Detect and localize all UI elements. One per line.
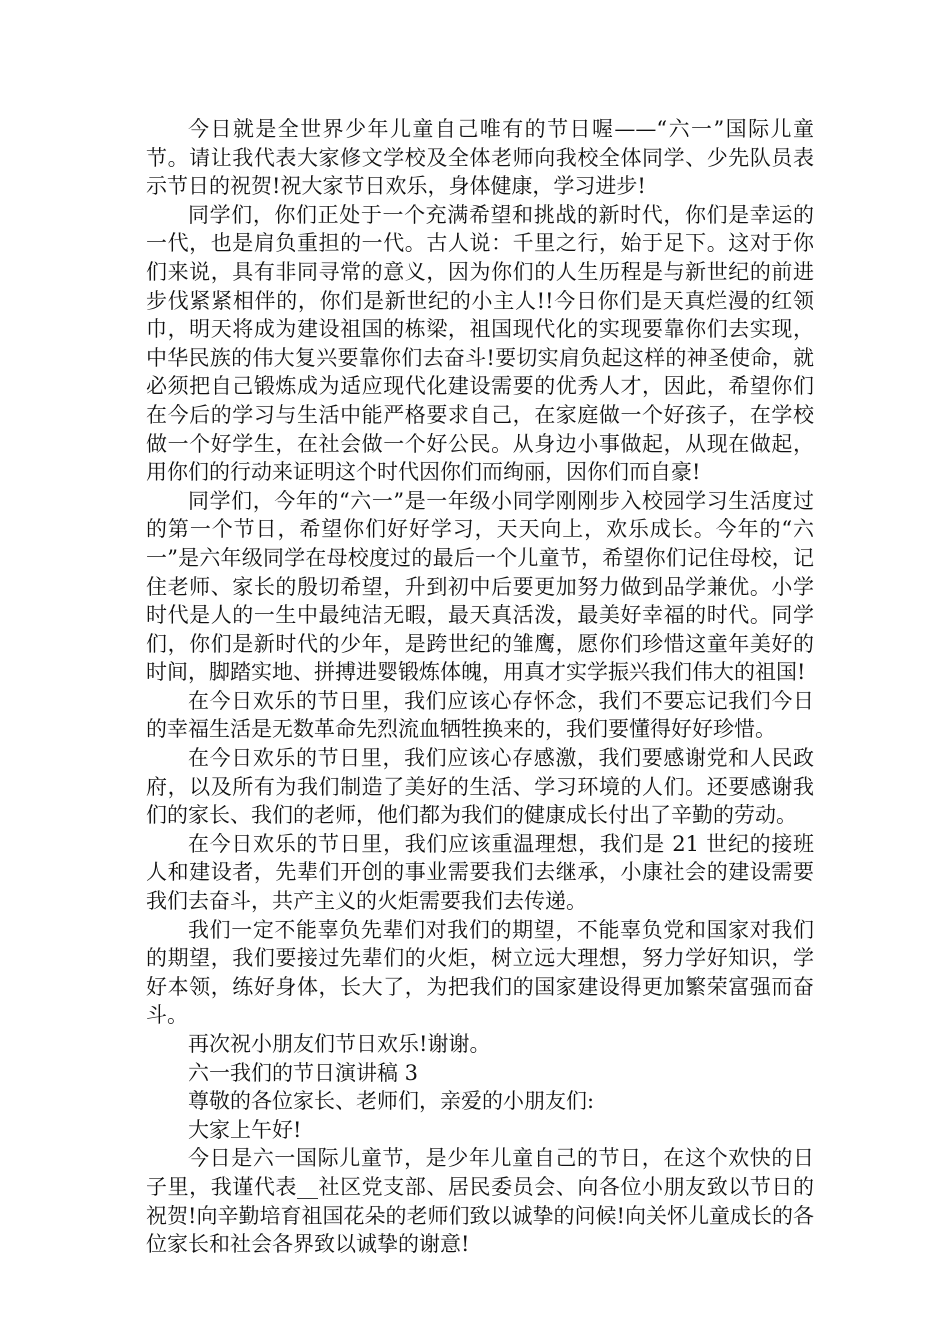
- section-title: 六一我们的节日演讲稿 3: [188, 1060, 419, 1085]
- paragraph-6: 在今日欢乐的节日里，我们应该重温理想，我们是 21 世纪的接班人和建设者，先辈们开创的事业需要我们去继承，小康社会的建设需要我们去奋斗，共产主义的火炬需要我们去传递。: [146, 831, 814, 914]
- salutation: 尊敬的各位家长、老师们，亲爱的小朋友们:: [188, 1089, 595, 1114]
- greeting: 大家上午好!: [188, 1117, 302, 1142]
- paragraph-1: 今日就是全世界少年儿童自己唯有的节日喔——“六一”国际儿童节。请让我代表大家修文学校及全体老师向我校全体同学、少先队员表示节日的祝贺!祝大家节日欢乐，身体健康，学习进步!: [146, 117, 814, 199]
- paragraph-7: 我们一定不能辜负先辈们对我们的期望，不能辜负党和国家对我们的期望，我们要接过先辈们的火炬，树立远大理想，努力学好知识，学好本领，练好身体，长大了，为把我们的国家建设得更加繁荣富强而奋斗。: [146, 917, 814, 1028]
- paragraph-5: 在今日欢乐的节日里，我们应该心存感激，我们要感谢党和人民政府，以及所有为我们制造了美好的生活、学习环境的人们。还要感谢我们的家长、我们的老师，他们都为我们的健康成长付出了辛勤的劳动。: [146, 746, 814, 828]
- paragraph-12: 今日是六一国际儿童节，是少年儿童自己的节日，在这个欢快的日子里，我谨代表__社区党支部、居民委员会、向各位小朋友致以节日的祝贺!向辛勤培育祖国花朵的老师们致以诚挚的问候!向关怀儿童成长的各位家长和社会各界致以诚挚的谢意!: [146, 1146, 814, 1257]
- paragraph-2: 同学们，你们正处于一个充满希望和挑战的新时代，你们是幸运的一代，也是肩负重担的一代。古人说：千里之行，始于足下。这对于你们来说，具有非同寻常的意义，因为你们的人生历程是与新世纪的前进步伐紧紧相伴的，你们是新世纪的小主人!!今日你们是天真烂漫的红领巾，明天将成为建设祖国的栋梁，祖国现代化的实现要靠你们去实现，中华民族的伟大复兴要靠你们去奋斗!要切实肩负起这样的神圣使命，就必须把自己锻炼成为适应现代化建设需要的优秀人才，因此，希望你们在今后的学习与生活中能严格要求自己，在家庭做一个好孩子，在学校做一个好学生，在社会做一个好公民。从身边小事做起，从现在做起，用你们的行动来证明这个时代因你们而绚丽，因你们而自豪!: [146, 202, 814, 485]
- paragraph-8: 再次祝小朋友们节日欢乐!谢谢。: [188, 1032, 491, 1056]
- paragraph-3: 同学们，今年的“六一”是一年级小同学刚刚步入校园学习生活度过的第一个节日，希望你们好好学习，天天向上，欢乐成长。今年的“六一”是六年级同学在母校度过的最后一个儿童节，希望你们记住母校，记住老师、家长的殷切希望，升到初中后要更加努力做到品学兼优。小学时代是人的一生中最纯洁无暇，最天真活泼，最美好幸福的时代。同学们，你们是新时代的少年，是跨世纪的雏鹰，愿你们珍惜这童年美好的时间，脚踏实地、拼搏进婴锻炼体魄，用真才实学振兴我们伟大的祖国!: [146, 488, 814, 685]
- document-body: [146, 115, 814, 1259]
- paragraph-4: 在今日欢乐的节日里，我们应该心存怀念，我们不要忘记我们今日的幸福生活是无数革命先烈流血牺牲换来的，我们要懂得好好珍惜。: [146, 688, 814, 742]
